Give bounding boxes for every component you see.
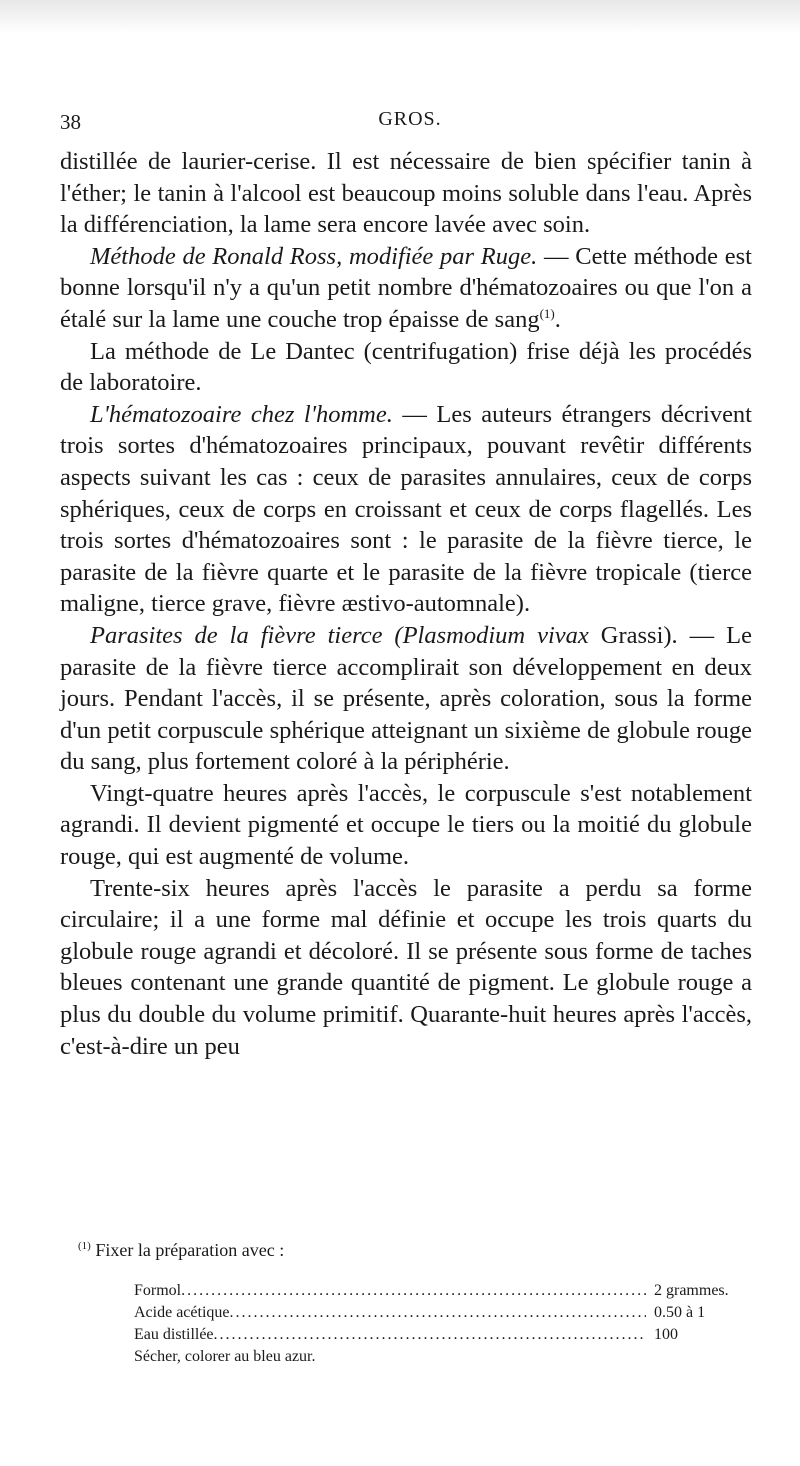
paragraph [60, 336, 752, 399]
footnote-closing: Sécher, colorer au bleu azur. [134, 1348, 316, 1365]
paragraph-tail: . [554, 305, 561, 333]
paragraph [60, 241, 752, 336]
paragraph-text: Grassi). — Le parasite de la fièvre tierce accomplirait son développement en deux jours. Pendant l'accès, il se présente, après coloration, sous la forme d'un petit corpuscule sphérique atteignant un sixième de globule rouge du sang, plus fortement coloré à la périphérie. [60, 621, 752, 776]
paragraph [60, 873, 752, 1063]
footnote-intro [78, 1240, 284, 1261]
page-edge-shading [0, 0, 800, 34]
leader-dots [214, 1324, 646, 1346]
footnote-recipe [134, 1280, 754, 1368]
paragraph [60, 399, 752, 620]
ingredient-name: Acide acétique [134, 1304, 230, 1321]
paragraph-text: distillée de laurier-cerise. Il est nécessaire de bien spécifier tanin à l'éther; le tanin à l'alcool est beaucoup moins soluble dans l'eau. Après la différenciation, la lame sera encore lavée avec soin. [60, 148, 752, 239]
leader-dots [181, 1280, 646, 1302]
section-heading: L'hématozoaire chez l'homme. [90, 400, 393, 428]
recipe-row [134, 1302, 754, 1324]
page-number: 38 [60, 110, 81, 134]
ingredient-quantity: 100 [654, 1326, 678, 1343]
paragraph-text: — Les auteurs étrangers décrivent trois sortes d'hématozoaires principaux, pouvant revêtir différents aspects suivant les cas : ceux de parasites annulaires, ceux de corps sphériques, ceux de corps en croissant et ceux de corps flagellés. Les trois sortes d'hématozoaires sont : le parasite de la fièvre tierce, le parasite de la fièvre quarte et le parasite de la fièvre tropicale (tierce maligne, tierce grave, fièvre æstivo-automnale). [60, 400, 752, 618]
ingredient-quantity: 2 grammes. [654, 1282, 729, 1299]
recipe-row [134, 1280, 754, 1302]
paragraph-text: Vingt-quatre heures après l'accès, le corpuscule s'est notablement agrandi. Il devient pigmenté et occupe le tiers ou la moitié du globule rouge, qui est augmenté de volume. [60, 779, 752, 871]
running-title: GROS. [378, 108, 442, 130]
recipe-row [134, 1324, 754, 1346]
paragraph-text: — Cette méthode est bonne lorsqu'il n'y a qu'un petit nombre d'hématozoaires ou que l'on a étalé sur la lame une couche trop épaisse de sang [60, 242, 752, 333]
paragraph [60, 620, 752, 778]
footnote-marker: (1) [78, 1240, 91, 1252]
leader-dots [230, 1302, 647, 1324]
section-heading: Méthode de Ronald Ross, modifiée par Ruge. [90, 242, 538, 270]
paragraph [60, 778, 752, 873]
paragraph-text: La méthode de Le Dantec (centrifugation) frise déjà les procédés de laboratoire. [60, 337, 752, 397]
section-heading: Parasites de la fièvre tierce (Plasmodium vivax [90, 621, 589, 649]
body-text [60, 146, 752, 1062]
paragraph [60, 146, 752, 241]
footnote-text: Fixer la préparation avec : [95, 1240, 285, 1260]
ingredient-quantity: 0.50 à 1 [654, 1304, 706, 1321]
ingredient-name: Eau distillée [134, 1326, 214, 1343]
paragraph-text: Trente-six heures après l'accès le parasite a perdu sa forme circulaire; il a une forme mal définie et occupe les trois quarts du globule rouge agrandi et décoloré. Il se présente sous forme de taches bleues contenant une grande quantité de pigment. Le globule rouge a plus du double du volume primitif. Quarante-huit heures après l'accès, c'est-à-dire un peu [60, 874, 752, 1060]
ingredient-name: Formol [134, 1282, 182, 1299]
footnote-ref: (1) [539, 305, 555, 321]
